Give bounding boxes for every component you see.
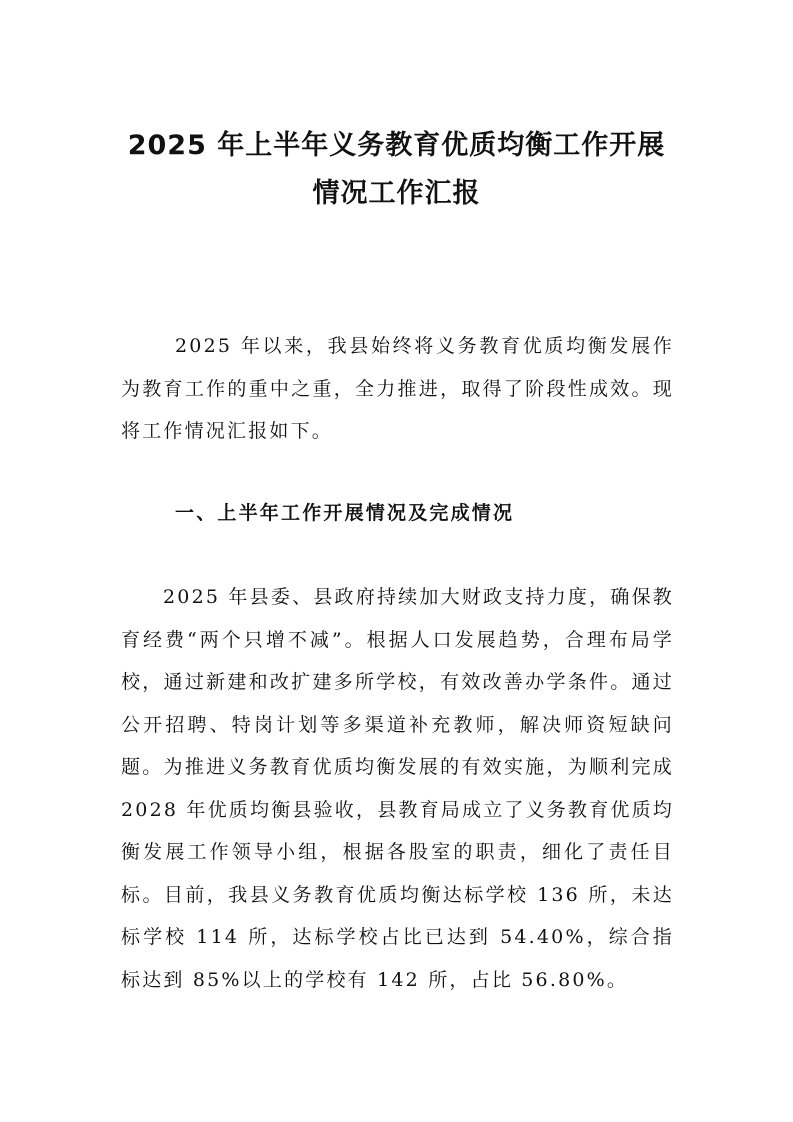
intro-paragraph: 2025 年以来，我县始终将义务教育优质均衡发展作为教育工作的重中之重，全力推进，取得了阶段性成效。现将工作情况汇报如下。 (121, 335, 674, 442)
section-1-heading: 一、上半年工作开展情况及完成情况 (175, 502, 515, 524)
document-title-line-2: 情况工作汇报 (312, 178, 481, 209)
document-title-line-1: 2025 年上半年义务教育优质均衡工作开展 (127, 130, 666, 161)
section-1-paragraph: 2025 年县委、县政府持续加大财政支持力度，确保教育经费“两个只增不减”。根据人口发展趋势，合理布局学校，通过新建和改扩建多所学校，有效改善办学条件。通过公开招聘、特岗计划等多渠道补充教师，解决师资短缺问题。为推进义务教育优质均衡发展的有效实施，为顺利完成 2028 年优质均衡县验收，县教育局成立了义务教育优质均衡发展工作领导小组，根据各股室的职责，细化了责任目标。目前，我县义务教育优质均衡达标学校 136 所，未达标学校 114 所，达标学校占比已达到 54.40%，综合指标达到 85%以上的学校有 142 所，占比 56.80%。 (121, 586, 674, 991)
